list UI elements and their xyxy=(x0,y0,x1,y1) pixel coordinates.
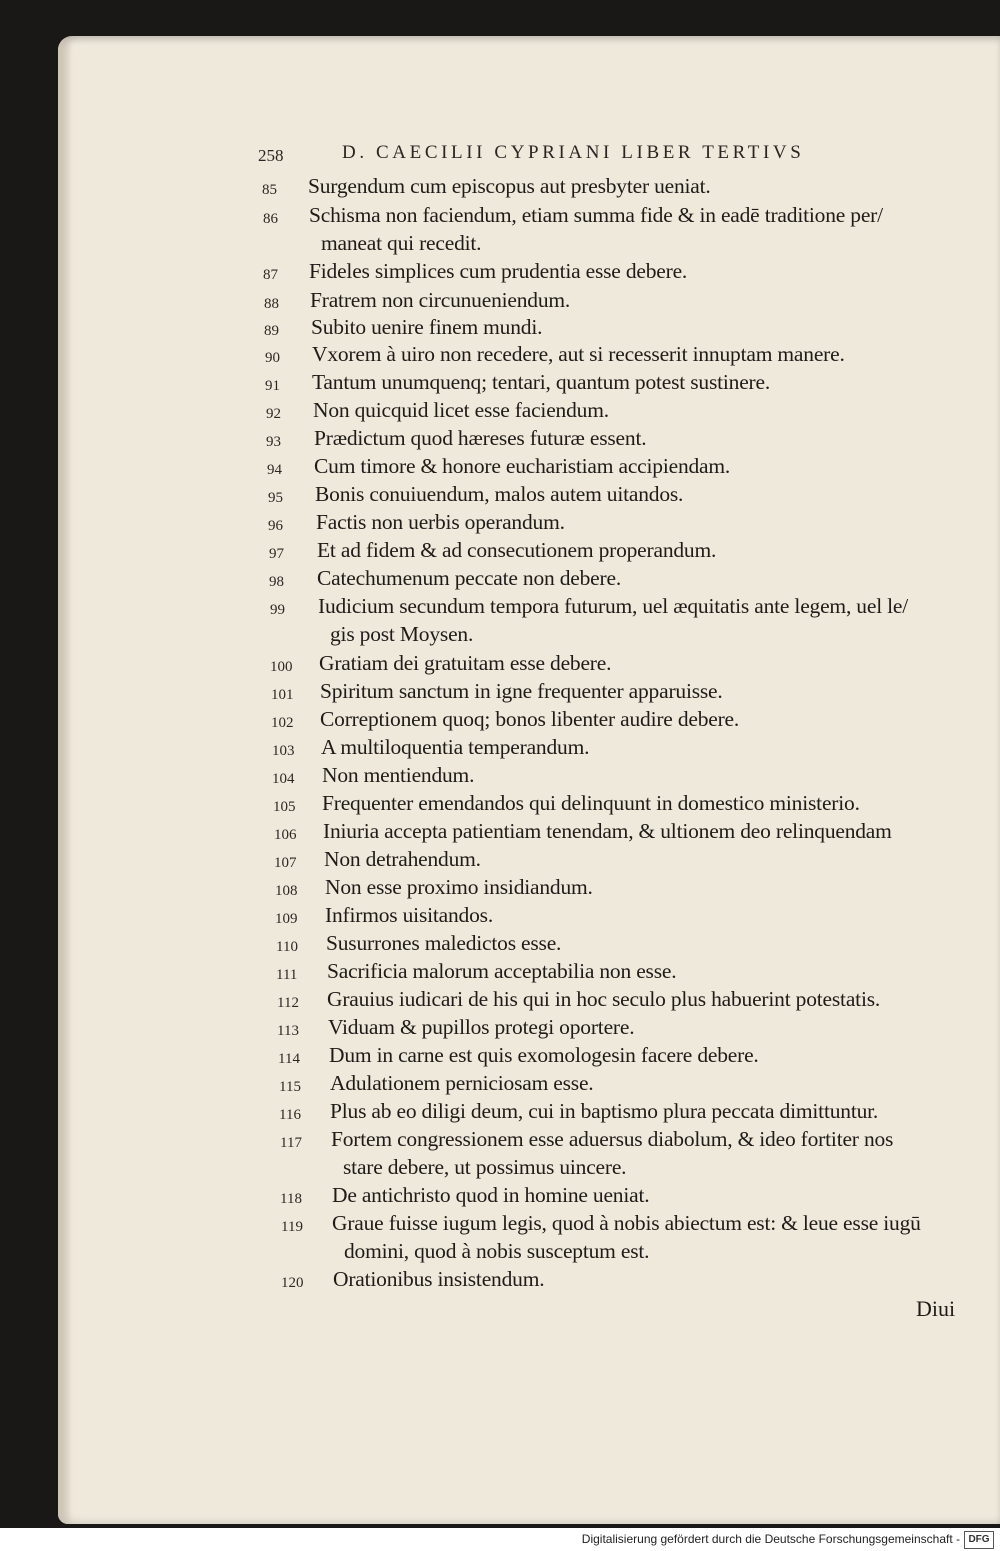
entry-number: 113 xyxy=(277,1023,299,1039)
entry-number: 93 xyxy=(266,434,281,450)
entry-number: 95 xyxy=(268,490,283,506)
entry-number: 110 xyxy=(276,939,298,955)
entry-text-continuation: maneat qui recedit. xyxy=(321,231,482,255)
entry-number: 88 xyxy=(264,296,279,312)
page-number: 258 xyxy=(258,146,284,165)
entry-number: 114 xyxy=(278,1051,300,1067)
entry-number: 119 xyxy=(281,1219,303,1235)
entry-number: 91 xyxy=(265,378,280,394)
entry-text: Adulationem perniciosam esse. xyxy=(330,1071,594,1095)
entry-text: Bonis conuiuendum, malos autem uitandos. xyxy=(315,482,684,506)
entry-text: Et ad fidem & ad consecutionem properandum. xyxy=(317,538,717,562)
entry-text: Tantum unumquenq; tentari, quantum potest sustinere. xyxy=(312,370,771,394)
entry-text-continuation: stare debere, ut possimus uincere. xyxy=(343,1155,627,1179)
entry-text: Schisma non faciendum, etiam summa fide & in eadē traditione per/ xyxy=(309,203,883,227)
entry-number: 101 xyxy=(271,687,294,703)
page-edge-shadow xyxy=(58,36,72,1524)
entry-number: 118 xyxy=(280,1191,302,1207)
entry-number: 104 xyxy=(272,771,295,787)
entry-text: Non quicquid licet esse faciendum. xyxy=(313,398,609,422)
entry-number: 92 xyxy=(266,406,281,422)
entry-text: Spiritum sanctum in igne frequenter apparuisse. xyxy=(320,679,723,703)
entry-text: Subito uenire finem mundi. xyxy=(311,315,543,339)
entry-text-continuation: gis post Moysen. xyxy=(330,622,474,646)
entry-number: 98 xyxy=(269,574,284,590)
entry-text: Cum timore & honore eucharistiam accipiendam. xyxy=(314,454,731,478)
entry-number: 107 xyxy=(274,855,297,871)
entry-text: Factis non uerbis operandum. xyxy=(316,510,565,534)
footer-bar xyxy=(0,1528,1000,1551)
entry-text: Non detrahendum. xyxy=(324,847,481,871)
running-title: D. CAECILII CYPRIANI LIBER TERTIVS xyxy=(342,142,805,163)
entry-text: Susurrones maledictos esse. xyxy=(326,931,562,955)
entry-text: De antichristo quod in homine ueniat. xyxy=(332,1183,650,1207)
entry-number: 112 xyxy=(277,995,299,1011)
entry-number: 89 xyxy=(264,323,279,339)
entry-number: 111 xyxy=(276,967,298,983)
entry-text: Non esse proximo insidiandum. xyxy=(325,875,593,899)
entry-text: Orationibus insistendum. xyxy=(333,1267,545,1291)
entry-text: Iudicium secundum tempora futurum, uel æquitatis ante legem, uel le/ xyxy=(318,594,909,618)
entry-number: 87 xyxy=(263,267,278,283)
entry-text: Surgendum cum episcopus aut presbyter ueniat. xyxy=(308,174,711,198)
entry-text: Graue fuisse iugum legis, quod à nobis abiectum est: & leue esse iugū xyxy=(332,1211,921,1235)
entry-text-continuation: domini, quod à nobis susceptum est. xyxy=(344,1239,650,1263)
entry-number: 97 xyxy=(269,546,284,562)
entry-number: 103 xyxy=(272,743,295,759)
entry-text: Infirmos uisitandos. xyxy=(325,903,493,927)
entry-number: 94 xyxy=(267,462,282,478)
entry-text: Frequenter emendandos qui delinquunt in domestico ministerio. xyxy=(322,791,860,815)
entry-text: Fratrem non circunueniendum. xyxy=(310,288,571,312)
entry-text: Vxorem à uiro non recedere, aut si recesserit innuptam manere. xyxy=(312,342,845,366)
entry-text: Fideles simplices cum prudentia esse debere. xyxy=(309,259,688,283)
entry-text: A multiloquentia temperandum. xyxy=(321,735,590,759)
entry-number: 99 xyxy=(270,602,285,618)
entry-text: Grauius iudicari de his qui in hoc seculo plus habuerint potestatis. xyxy=(327,987,881,1011)
entry-text: Correptionem quoq; bonos libenter audire debere. xyxy=(320,707,740,731)
entry-number: 109 xyxy=(275,911,298,927)
dfg-logo: DFG xyxy=(964,1531,994,1549)
entry-text: Non mentiendum. xyxy=(322,763,475,787)
entry-text: Fortem congressionem esse aduersus diabolum, & ideo fortiter nos xyxy=(331,1127,894,1151)
entry-number: 115 xyxy=(279,1079,301,1095)
page-header xyxy=(258,142,908,172)
entry-text: Sacrificia malorum acceptabilia non esse. xyxy=(327,959,677,983)
entry-text: Dum in carne est quis exomologesin facere debere. xyxy=(329,1043,759,1067)
entry-text: Gratiam dei gratuitam esse debere. xyxy=(319,651,612,675)
entry-number: 90 xyxy=(265,350,280,366)
entry-text: Iniuria accepta patientiam tenendam, & ultionem deo relinquendam xyxy=(323,819,892,843)
entry-text: Plus ab eo diligi deum, cui in baptismo plura peccata dimittuntur. xyxy=(330,1099,879,1123)
entry-number: 96 xyxy=(268,518,283,534)
catchword: Diui xyxy=(916,1296,956,1321)
entry-number: 102 xyxy=(271,715,294,731)
entry-number: 85 xyxy=(262,182,277,198)
funding-credit: Digitalisierung gefördert durch die Deutsche Forschungsgemeinschaft - xyxy=(581,1532,960,1546)
entry-text: Prædictum quod hæreses futuræ essent. xyxy=(314,426,647,450)
entry-number: 100 xyxy=(270,659,293,675)
entry-number: 116 xyxy=(279,1107,301,1123)
entry-number: 106 xyxy=(274,827,297,843)
entry-number: 86 xyxy=(263,211,278,227)
entry-number: 120 xyxy=(281,1275,304,1291)
entry-number: 117 xyxy=(280,1135,302,1151)
entry-text: Viduam & pupillos protegi oportere. xyxy=(328,1015,635,1039)
entry-text: Catechumenum peccate non debere. xyxy=(317,566,622,590)
entry-number: 108 xyxy=(275,883,298,899)
entry-number: 105 xyxy=(273,799,296,815)
